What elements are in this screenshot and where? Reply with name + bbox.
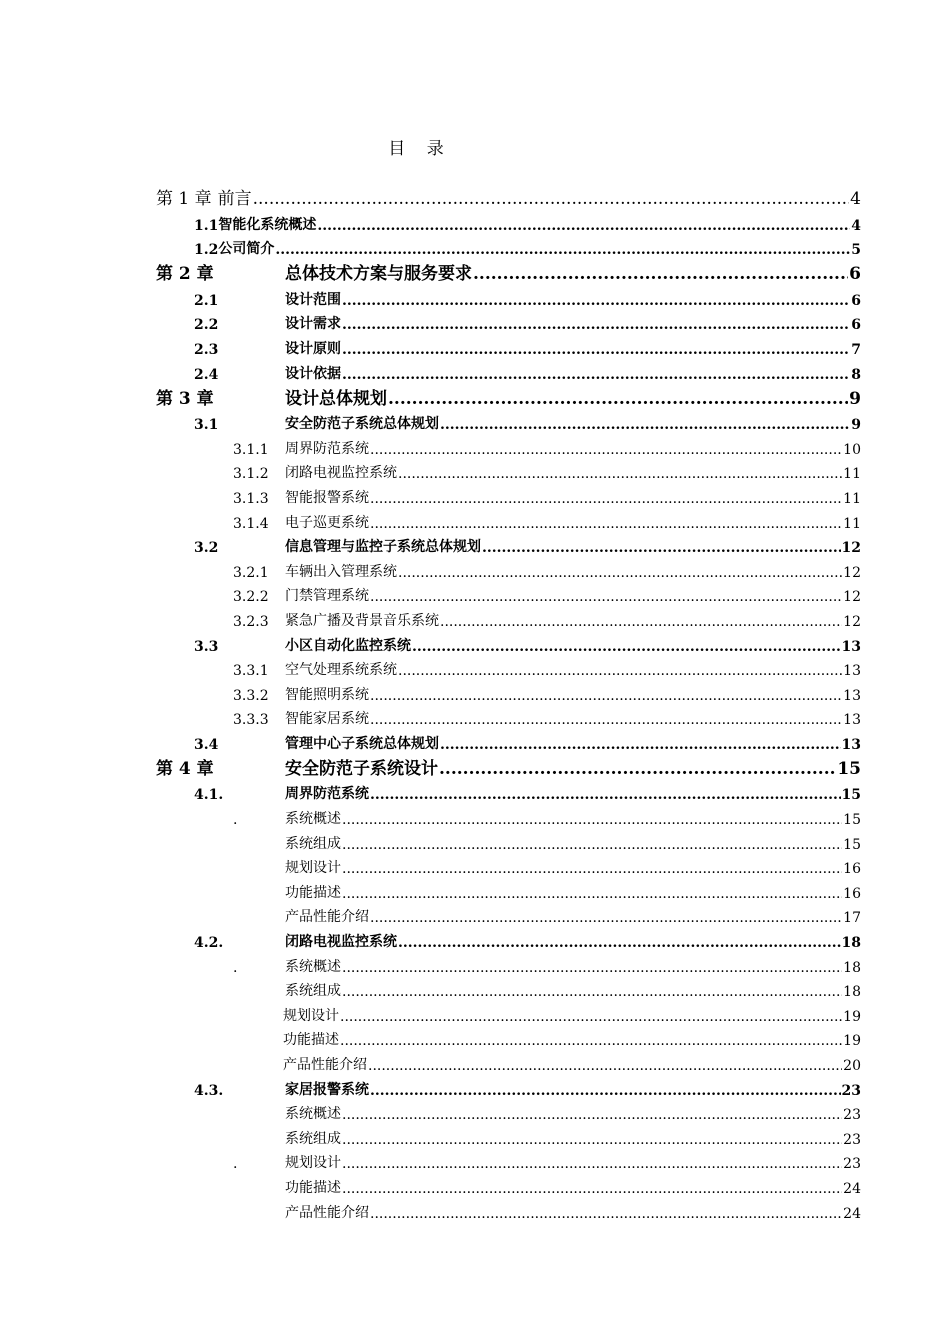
toc-entry-title: 前言: [217, 189, 252, 209]
toc-entry[interactable]: [156, 1074, 861, 1099]
toc-entry[interactable]: [156, 976, 861, 1001]
toc-entry-number: 4.1.: [194, 787, 224, 804]
toc-entry[interactable]: [156, 728, 861, 753]
toc-entry-title: 总体技术方案与服务要求: [285, 264, 472, 285]
toc-entry[interactable]: [156, 803, 861, 828]
toc-entry[interactable]: [156, 704, 861, 729]
toc-entry[interactable]: [156, 1025, 861, 1050]
toc-entry-title: 系统概述: [285, 1106, 341, 1123]
toc-entry[interactable]: [156, 309, 861, 334]
dot-leader: [342, 1156, 842, 1172]
dot-leader: [370, 1206, 842, 1222]
toc-entry[interactable]: [156, 507, 861, 532]
toc-entry[interactable]: [156, 1049, 861, 1074]
dot-leader: [342, 317, 850, 333]
dot-leader: [370, 491, 842, 507]
toc-entry[interactable]: [156, 1148, 861, 1173]
toc-entry-title: 车辆出入管理系统: [285, 563, 397, 580]
toc-entry-number: 3.2.1: [233, 564, 269, 581]
toc-entry-number: 1.2: [194, 242, 219, 259]
dot-leader: [370, 589, 842, 605]
toc-entry-page-number: 4: [850, 189, 861, 209]
toc-entry-title: 系统组成: [285, 983, 341, 1000]
toc-entry[interactable]: [156, 655, 861, 680]
toc-entry-title: 智能照明系统: [285, 686, 369, 703]
dot-leader: [398, 935, 841, 951]
toc-entry-number: 2.3: [194, 341, 219, 358]
toc-entry-title: 紧急广播及背景音乐系统: [285, 612, 439, 629]
toc-entry-number: 3.1.3: [233, 490, 269, 507]
toc-entry-number: 2.4: [194, 366, 219, 383]
toc-entry-page-number: 23: [843, 1131, 861, 1148]
toc-entry-number: 第 1 章: [156, 189, 212, 209]
toc-entry[interactable]: [156, 1099, 861, 1124]
toc-entry[interactable]: [156, 284, 861, 309]
toc-entry-title: 设计范围: [285, 291, 341, 308]
dot-leader: [370, 442, 842, 458]
toc-entry-title: 规划设计: [285, 1155, 341, 1172]
toc-entry-number: 第 3 章: [156, 388, 214, 409]
toc-entry[interactable]: [156, 1172, 861, 1197]
dot-leader: [482, 540, 841, 556]
dot-leader: [342, 367, 850, 383]
toc-entry[interactable]: [156, 482, 861, 507]
dot-leader: [412, 639, 841, 655]
toc-entry-page-number: 5: [851, 242, 861, 259]
toc-entry-title: 设计原则: [285, 340, 341, 357]
toc-entry-page-number: 6: [851, 292, 861, 309]
toc-entry-title: 周界防范系统: [285, 440, 369, 457]
toc-entry-title: 产品性能介绍: [283, 1057, 367, 1073]
dot-leader: [275, 242, 850, 258]
toc-entry-title: 信息管理与监控子系统总体规划: [285, 539, 481, 556]
toc-entry[interactable]: [156, 877, 861, 902]
toc-entry-number: .: [233, 959, 238, 976]
toc-entry[interactable]: [156, 383, 861, 409]
toc-entry[interactable]: [156, 926, 861, 951]
toc-entry[interactable]: [156, 581, 861, 606]
dot-leader: [342, 886, 842, 902]
toc-entry-title: 规划设计: [283, 1007, 339, 1024]
toc-entry[interactable]: [156, 458, 861, 483]
dot-leader: [368, 1058, 842, 1074]
toc-entry-title: 产品性能介绍: [285, 1204, 369, 1221]
toc-entry-page-number: 9: [849, 388, 861, 409]
toc-entry-page-number: 15: [837, 758, 861, 779]
dot-leader: [342, 812, 842, 828]
toc-entry[interactable]: [156, 1123, 861, 1148]
toc-entry-page-number: 16: [843, 885, 861, 902]
toc-entry[interactable]: [156, 532, 861, 557]
dot-leader: [253, 189, 850, 209]
toc-entry-title: 闭路电视监控系统: [285, 465, 397, 482]
toc-entry-number: 3.4: [194, 736, 219, 753]
toc-entry-page-number: 13: [843, 712, 861, 729]
dot-leader: [370, 910, 842, 926]
toc-entry-page-number: 19: [843, 1008, 861, 1025]
toc-entry[interactable]: [156, 258, 861, 284]
toc-entry-title: 门禁管理系统: [285, 588, 369, 605]
toc-entry-number: 2.2: [194, 317, 219, 334]
toc-entry-title: 周界防范系统: [285, 786, 369, 803]
table-of-contents: [156, 183, 861, 1222]
toc-entry-title: 系统概述: [285, 958, 341, 975]
toc-entry-number: .: [233, 1156, 238, 1173]
toc-entry-page-number: 18: [843, 984, 861, 1001]
toc-entry-page-number: 23: [841, 1082, 861, 1099]
toc-entry-page-number: 24: [843, 1205, 861, 1222]
dot-leader: [388, 389, 848, 409]
toc-entry-title: 公司简介: [218, 241, 275, 258]
toc-entry-title: 设计依据: [285, 365, 341, 382]
toc-entry-page-number: 17: [843, 910, 861, 927]
toc-entry[interactable]: [156, 409, 861, 434]
toc-entry-title: 设计总体规划: [285, 388, 387, 409]
dot-leader: [342, 342, 850, 358]
toc-entry-page-number: 13: [843, 663, 861, 680]
dot-leader: [340, 1033, 842, 1049]
toc-entry-page-number: 12: [843, 613, 861, 630]
toc-entry-number: 3.3.1: [233, 663, 269, 680]
toc-entry-number: 3.2.2: [233, 589, 269, 606]
toc-entry-page-number: 12: [843, 564, 861, 581]
dot-leader: [473, 264, 848, 284]
toc-entry-title: 智能化系统概述: [218, 216, 317, 233]
toc-entry-title: 安全防范子系统设计: [285, 758, 438, 779]
dot-leader: [342, 861, 842, 877]
toc-entry[interactable]: [156, 605, 861, 630]
toc-entry-page-number: 11: [843, 490, 861, 507]
toc-entry-page-number: 15: [843, 812, 861, 829]
toc-entry[interactable]: [156, 234, 861, 259]
toc-entry-number: 4.2.: [194, 935, 224, 952]
toc-entry-page-number: 15: [843, 836, 861, 853]
toc-entry[interactable]: [156, 333, 861, 358]
dot-leader: [340, 1009, 842, 1025]
dot-leader: [317, 218, 850, 234]
toc-entry[interactable]: [156, 902, 861, 927]
toc-entry-page-number: 11: [843, 515, 861, 532]
toc-entry-page-number: 18: [843, 959, 861, 976]
page-title: 目 录: [388, 139, 452, 159]
dot-leader: [342, 837, 842, 853]
toc-entry-number: 4.3.: [194, 1082, 224, 1099]
dot-leader: [370, 516, 842, 532]
dot-leader: [370, 712, 842, 728]
toc-entry-title: 智能报警系统: [285, 489, 369, 506]
toc-entry-title: 系统概述: [285, 811, 341, 828]
toc-entry-title: 电子巡更系统: [285, 514, 369, 531]
toc-entry-page-number: 18: [841, 935, 861, 952]
dot-leader: [440, 614, 842, 630]
dot-leader: [370, 1083, 841, 1099]
toc-entry[interactable]: [156, 679, 861, 704]
dot-leader: [342, 1107, 842, 1123]
dot-leader: [370, 688, 842, 704]
toc-entry-page-number: 8: [851, 366, 861, 383]
toc-entry-title: 功能描述: [285, 1179, 341, 1196]
dot-leader: [398, 565, 842, 581]
toc-entry-page-number: 13: [843, 687, 861, 704]
toc-entry[interactable]: [156, 853, 861, 878]
toc-entry-title: 产品性能介绍: [285, 909, 369, 926]
toc-entry[interactable]: [156, 183, 861, 209]
toc-entry-page-number: 10: [843, 441, 861, 458]
dot-leader: [342, 984, 842, 1000]
toc-entry-number: 1.1: [194, 217, 219, 234]
toc-entry-number: 第 2 章: [156, 264, 214, 285]
toc-entry[interactable]: [156, 951, 861, 976]
toc-entry[interactable]: [156, 1000, 861, 1025]
toc-entry-page-number: 12: [843, 589, 861, 606]
toc-entry[interactable]: [156, 630, 861, 655]
toc-entry-page-number: 13: [841, 638, 861, 655]
toc-entry-page-number: 24: [843, 1180, 861, 1197]
dot-leader: [398, 466, 842, 482]
dot-leader: [440, 417, 850, 433]
toc-entry[interactable]: [156, 753, 861, 779]
toc-entry-title: 系统组成: [285, 1130, 341, 1147]
dot-leader: [342, 960, 842, 976]
toc-entry-title: 系统组成: [285, 835, 341, 852]
toc-entry-page-number: 4: [851, 217, 861, 234]
toc-entry[interactable]: [156, 779, 861, 804]
toc-entry-title: 智能家居系统: [285, 711, 369, 728]
toc-entry-number: 3.1.4: [233, 515, 269, 532]
toc-entry-title: 闭路电视监控系统: [285, 934, 397, 951]
toc-entry-number: 3.3.2: [233, 687, 269, 704]
toc-entry[interactable]: [156, 828, 861, 853]
toc-entry-title: 功能描述: [283, 1032, 339, 1049]
toc-entry-number: 3.1.2: [233, 466, 269, 483]
toc-entry-title: 空气处理系统系统: [285, 662, 397, 679]
toc-entry-page-number: 23: [843, 1156, 861, 1173]
dot-leader: [342, 293, 850, 309]
toc-entry-page-number: 23: [843, 1107, 861, 1124]
toc-entry[interactable]: [156, 358, 861, 383]
toc-entry[interactable]: [156, 209, 861, 234]
toc-entry-title: 小区自动化监控系统: [285, 637, 411, 654]
toc-entry-page-number: 13: [841, 736, 861, 753]
toc-entry-page-number: 11: [843, 466, 861, 483]
toc-entry-number: 3.3: [194, 638, 219, 655]
toc-entry-page-number: 20: [843, 1058, 861, 1074]
toc-entry[interactable]: [156, 433, 861, 458]
toc-entry-page-number: 19: [843, 1033, 861, 1050]
toc-entry-number: 第 4 章: [156, 758, 214, 779]
toc-entry-number: 3.3.3: [233, 712, 269, 729]
toc-entry-page-number: 7: [851, 341, 861, 358]
toc-entry-number: .: [233, 812, 238, 829]
dot-leader: [342, 1132, 842, 1148]
toc-entry[interactable]: [156, 556, 861, 581]
dot-leader: [370, 787, 841, 803]
toc-entry-title: 安全防范子系统总体规划: [285, 416, 439, 433]
toc-entry-title: 规划设计: [285, 860, 341, 877]
toc-entry-number: 3.2: [194, 540, 219, 557]
dot-leader: [398, 663, 842, 679]
toc-entry-number: 3.1.1: [233, 441, 269, 458]
toc-entry-title: 功能描述: [285, 884, 341, 901]
toc-entry-title: 家居报警系统: [285, 1081, 369, 1098]
dot-leader: [440, 737, 841, 753]
toc-entry-page-number: 12: [841, 540, 861, 557]
toc-entry[interactable]: [156, 1197, 861, 1222]
toc-entry-page-number: 9: [851, 417, 861, 434]
toc-entry-page-number: 6: [849, 264, 861, 285]
toc-entry-title: 管理中心子系统总体规划: [285, 735, 439, 752]
toc-entry-title: 设计需求: [285, 316, 341, 333]
toc-entry-number: 2.1: [194, 292, 219, 309]
dot-leader: [439, 759, 836, 779]
toc-entry-page-number: 16: [843, 861, 861, 878]
toc-entry-number: 3.1: [194, 417, 219, 434]
toc-entry-page-number: 6: [851, 317, 861, 334]
toc-entry-number: 3.2.3: [233, 613, 269, 630]
toc-entry-page-number: 15: [841, 787, 861, 804]
dot-leader: [342, 1181, 842, 1197]
